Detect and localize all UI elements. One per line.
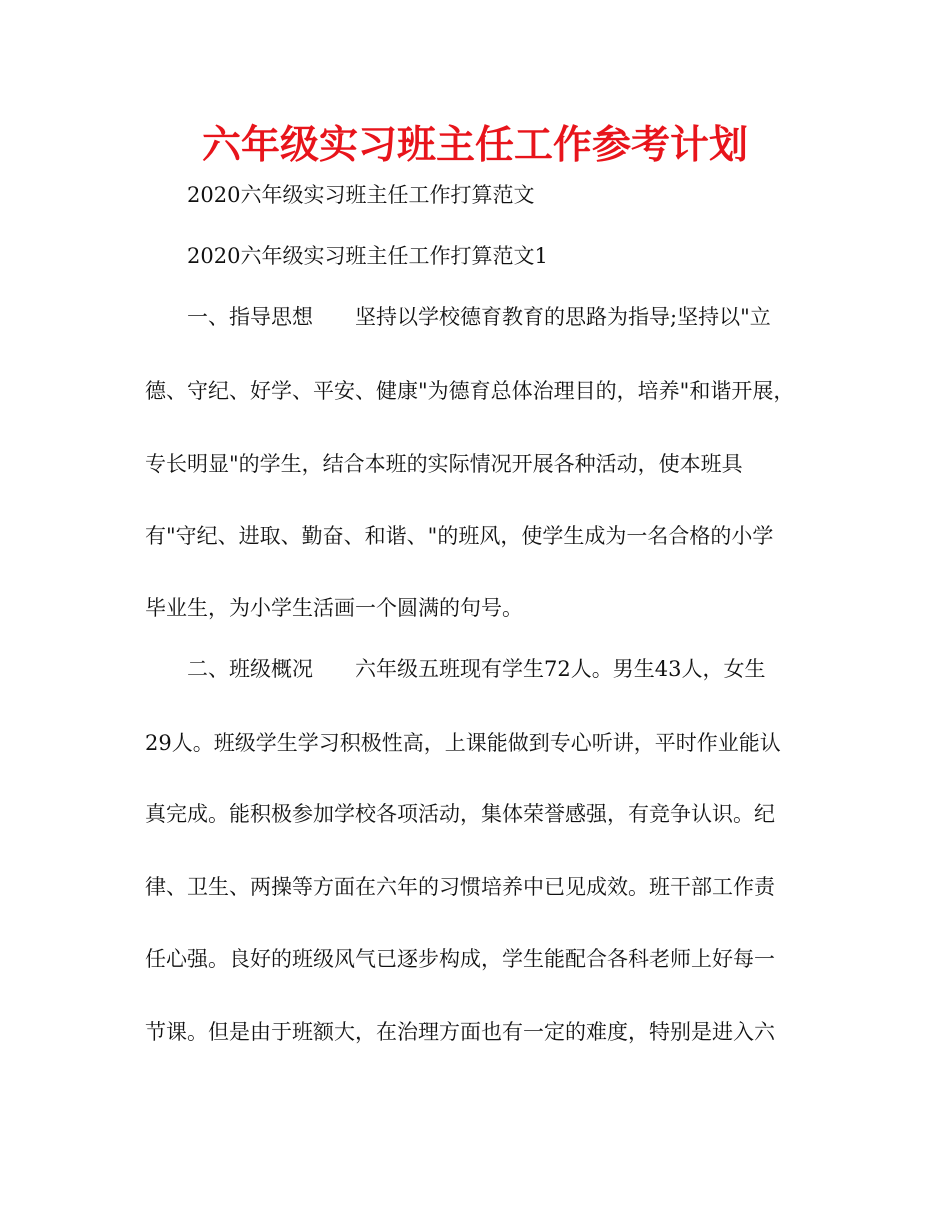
subtitle-1: 2020六年级实习班主任工作打算范文: [187, 183, 535, 207]
paragraph-line: 专长明显"的学生，结合本班的实际情况开展各种活动，使本班具: [145, 452, 743, 476]
paragraph-line: 一、指导思想 坚持以学校德育教育的思路为指导;坚持以"立: [187, 305, 771, 329]
paragraph-line: 二、班级概况 六年级五班现有学生72人。男生43人，女生: [187, 657, 766, 681]
paragraph-line: 毕业生，为小学生活画一个圆满的句号。: [145, 596, 523, 620]
paragraph-line: 真完成。能积极参加学校各项活动，集体荣誉感强，有竞争认识。纪: [145, 802, 775, 826]
paragraph-line: 律、卫生、两操等方面在六年的习惯培养中已见成效。班干部工作责: [145, 875, 775, 899]
paragraph-line: 有"守纪、进取、勤奋、和谐、"的班风，使学生成为一名合格的小学: [145, 524, 774, 548]
paragraph-line: 29人。班级学生学习积极性高，上课能做到专心听讲，平时作业能认: [145, 731, 781, 755]
paragraph-line: 德、守纪、好学、平安、健康"为德育总体治理目的，培养"和谐开展，: [145, 379, 795, 403]
subtitle-2: 2020六年级实习班主任工作打算范文1: [187, 244, 548, 268]
document-title: 六年级实习班主任工作参考计划: [201, 123, 748, 168]
paragraph-line: 节课。但是由于班额大，在治理方面也有一定的难度，特别是进入六: [145, 1020, 775, 1044]
paragraph-line: 任心强。良好的班级风气已逐步构成，学生能配合各科老师上好每一: [145, 947, 775, 971]
